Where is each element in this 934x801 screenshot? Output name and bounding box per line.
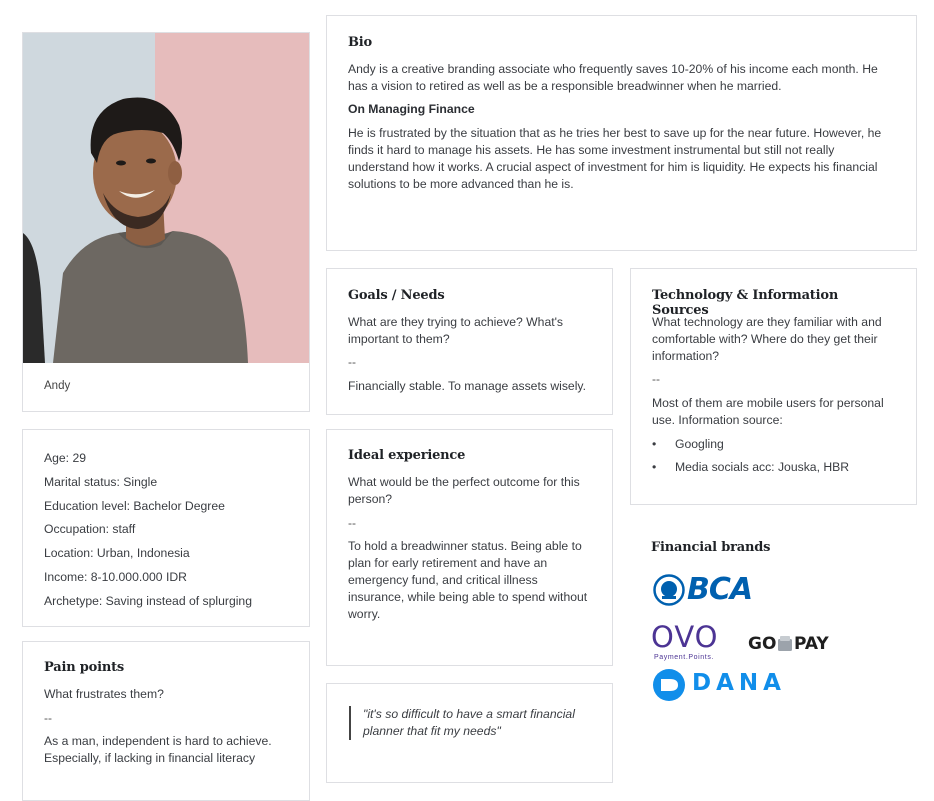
bio-text: Andy is a creative branding associate who frequently saves 10-20% of his income each month. He has a vision to retired as well as be a responsible breadwinner when he married. [348,62,878,93]
pain-points-card [22,641,310,801]
technology-card [630,268,917,505]
demographic-income: Income: 8-10.000.000 IDR [44,569,187,584]
persona-photo [23,33,309,363]
ovo-logo [651,620,741,666]
persona-name: Andy [44,380,71,392]
dana-wordmark: DANA [692,670,786,696]
demographic-marital-status: Marital status: Single [44,474,158,489]
pain-points-answer: As a man, independent is hard to achieve. Especially, if lacking in financial literacy [44,734,272,765]
demographic-age: Age: 29 [44,451,87,465]
pain-points-separator: -- [44,711,52,725]
demographic-education: Education level: Bachelor Degree [44,498,225,513]
goals-title: Goals / Needs [348,288,445,303]
ideal-experience-question: What would be the perfect outcome for this person? [348,475,580,506]
demographic-location: Location: Urban, Indonesia [44,546,190,561]
ovo-tagline: Payment.Points. [654,654,714,661]
gopay-wordmark-go: GO [748,634,777,654]
bio-subtitle: On Managing Finance [348,102,475,116]
dana-icon [652,668,686,702]
persona-photo-card [22,32,310,412]
gopay-wordmark-pay: PAY [794,634,829,654]
ideal-experience-title: Ideal experience [348,448,466,463]
pain-points-title: Pain points [44,660,125,675]
technology-title: Technology & Information Sources [652,288,839,318]
demographic-occupation: Occupation: staff [44,522,136,537]
goals-question: What are they trying to achieve? What's important to them? [348,315,564,346]
technology-sources-list [652,436,898,482]
ovo-wordmark: OVO [651,620,719,654]
demographics-list [44,450,252,617]
financial-brands-title: Financial brands [651,540,771,555]
bio-finance-text: He is frustrated by the situation that as he tries her best to save up for the near future. However, he finds it hard to manage his assets. He has some investment instrumental but still not really understand how it works. A crucial aspect of investment for him is liquidity. He expects his financial solutions to be more advanced than he is. [348,126,882,191]
gopay-logo [748,634,848,658]
ideal-experience-separator: -- [348,516,356,530]
demographic-archetype: Archetype: Saving instead of splurging [44,593,252,608]
pain-points-question: What frustrates them? [44,687,164,701]
bca-wordmark: BCA [687,572,753,607]
ideal-experience-answer: To hold a breadwinner status. Being able to plan for early retirement and have an emergency fund, and critical illness insurance, while being able to spend without worry. [348,539,588,621]
bio-card [326,15,917,251]
ideal-experience-card [326,429,613,666]
quote-block [349,706,598,740]
goals-card [326,268,613,415]
demographics-card [22,429,310,627]
quote-card [326,683,613,783]
technology-source-item: • Media socials acc: Jouska, HBR [652,459,898,482]
technology-source-item: • Googling [652,436,898,459]
goals-answer: Financially stable. To manage assets wisely. [348,379,586,393]
quote-text: "it's so difficult to have a smart financial planner that fit my needs" [363,707,575,738]
technology-separator: -- [652,372,660,386]
bca-logo [653,574,753,606]
wallet-icon [778,636,792,652]
financial-brands-section [651,540,881,710]
dana-logo [652,668,786,704]
technology-question: What technology are they familiar with and comfortable with? Where do they get their information? [652,315,882,363]
technology-answer: Most of them are mobile users for personal use. Information source: [652,396,884,427]
goals-separator: -- [348,355,356,369]
bio-title: Bio [348,35,372,50]
